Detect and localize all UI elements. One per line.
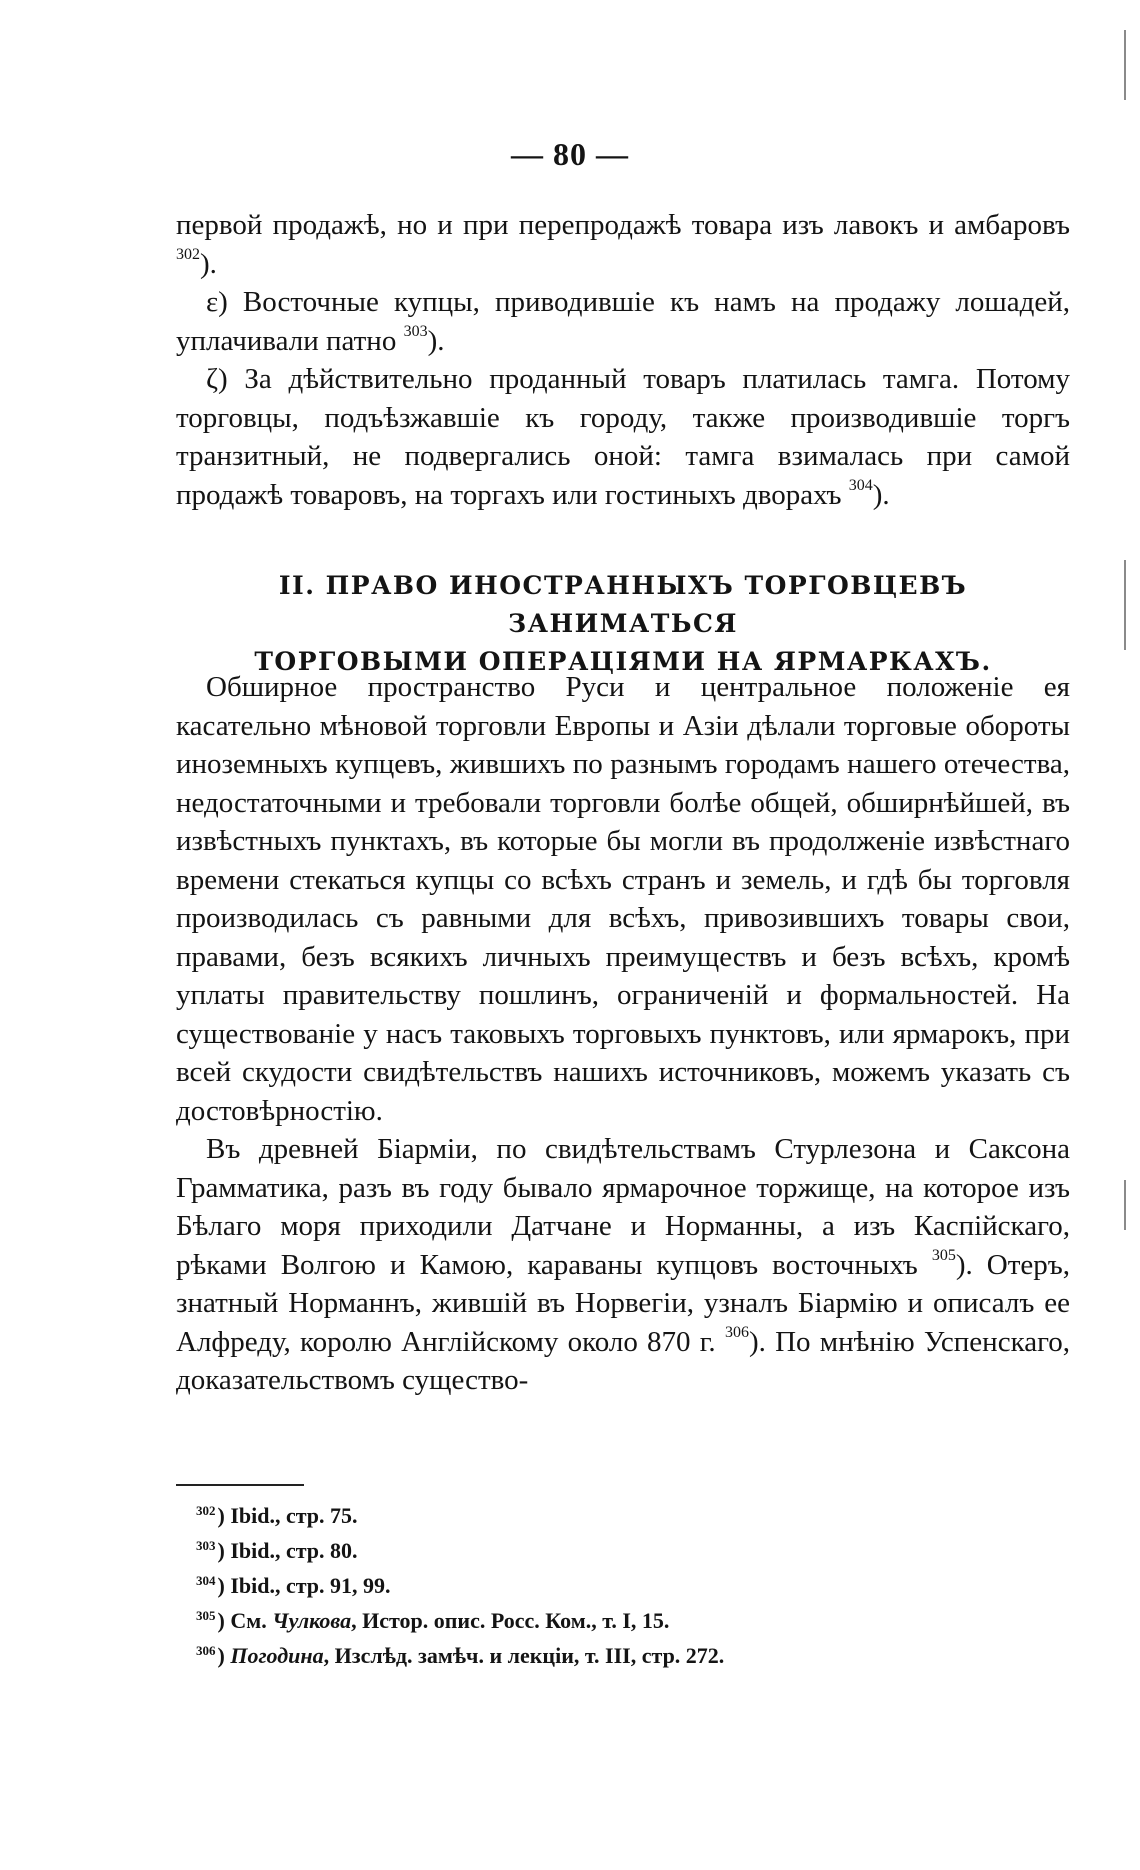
- footnote-ref-303[interactable]: 303: [403, 322, 428, 340]
- footnote-304: $^{304}$) Ibid., стр. 91, 99.: [196, 1573, 391, 1598]
- heading-line-1: II. ПРАВО ИНОСТРАННЫХЪ ТОРГОВЦЕВЪ ЗАНИМАТЬСЯ: [278, 571, 968, 638]
- footnote-author: Чулкова: [272, 1608, 352, 1633]
- footnote-ref-306[interactable]: 306: [724, 1323, 749, 1341]
- paragraph-fairs: Обширное пространство Руси и центральное положеніе ея касательно мѣновой торговли Европы и Азіи дѣлали торговые обороты иноземныхъ купцевъ, жившихъ по разнымъ городамъ нашего отечества, недостаточными и требовали торговли болѣе общей, обширнѣйшей, въ извѣстныхъ пунктахъ, въ которые бы могли въ продолженіе извѣстнаго времени стекаться купцы со всѣхъ странъ и земель, и гдѣ бы торговля производилась съ равными для всѣхъ, привозившихъ товары свои, правами, безъ всякихъ личныхъ преимуществъ и безъ всѣхъ, кромѣ уплаты правительству пошлинъ, ограниченій и формальностей. На существованіе у насъ таковыхъ торговыхъ пунктовъ, или ярмарокъ, при всей скудости свидѣтельствъ нашихъ источниковъ, можемъ указать съ достовѣрностію.: [176, 671, 1070, 1127]
- footnote-divider: [176, 1484, 304, 1486]
- footnote-305: $^{305}$) См. Чулкова, Истор. опис. Росс. Ком., т. I, 15.: [196, 1608, 670, 1633]
- scan-edge-mark: [1124, 1180, 1126, 1230]
- heading-line-2: ТОРГОВЫМИ ОПЕРАЦІЯМИ НА ЯРМАРКАХЪ.: [254, 647, 992, 676]
- footnote-ref-305[interactable]: 305: [931, 1246, 956, 1264]
- top-text: [176, 206, 1070, 514]
- footnote-302: $^{302}$) Ibid., стр. 75.: [196, 1503, 358, 1528]
- page-number: — 80 —: [511, 136, 629, 172]
- body-text: [176, 668, 1070, 1400]
- section-heading: [176, 567, 1070, 681]
- scan-edge-mark: [1124, 30, 1126, 100]
- paragraph-continuation: первой продажѣ, но и при перепродажѣ товара изъ лавокъ и амбаровъ $^{302}$).: [176, 209, 1070, 280]
- paragraph-epsilon: ε) Восточные купцы, приводившіе къ намъ на продажу лошадей, уплачивали патно $^{303}$).: [176, 286, 1070, 357]
- paragraph-biarmia: Въ древней Біарміи, по свидѣтельствамъ Стурлезона и Саксона Грамматика, разъ въ году бывало ярмарочное торжище, на которое изъ Бѣлаго моря приходили Датчане и Норманны, а изъ Каспійскаго, рѣками Волгою и Камою, караваны купцовъ восточныхъ $^{305}$). Отеръ, знатный Норманнъ, жившій въ Норвегіи, узналъ Біармію и описалъ ее Алфреду, королю Англійскому около 870 г. $^{306}$). По мнѣнію Успенскаго, доказательствомъ существо-: [176, 1133, 1071, 1396]
- paragraph-zeta: ζ) За дѣйствительно проданный товаръ платилась тамга. Потому торговцы, подъѣзжавшіе къ городу, также производившіе торгъ транзитный, не подвергались оной: тамга взималась при самой продажѣ товаровъ, на торгахъ или гостиныхъ дворахъ $^{304}$).: [176, 363, 1070, 511]
- scan-edge-mark: [1124, 560, 1126, 650]
- footnote-ref-302[interactable]: 302: [176, 245, 200, 263]
- footnote-ref-304[interactable]: 304: [848, 476, 873, 494]
- footnotes: [196, 1500, 896, 1675]
- footnote-303: $^{303}$) Ibid., стр. 80.: [196, 1538, 358, 1563]
- footnote-306: $^{306}$) Погодина, Изслѣд. замѣч. и лекціи, т. III, стр. 272.: [196, 1643, 725, 1668]
- footnote-author: Погодина: [230, 1643, 324, 1668]
